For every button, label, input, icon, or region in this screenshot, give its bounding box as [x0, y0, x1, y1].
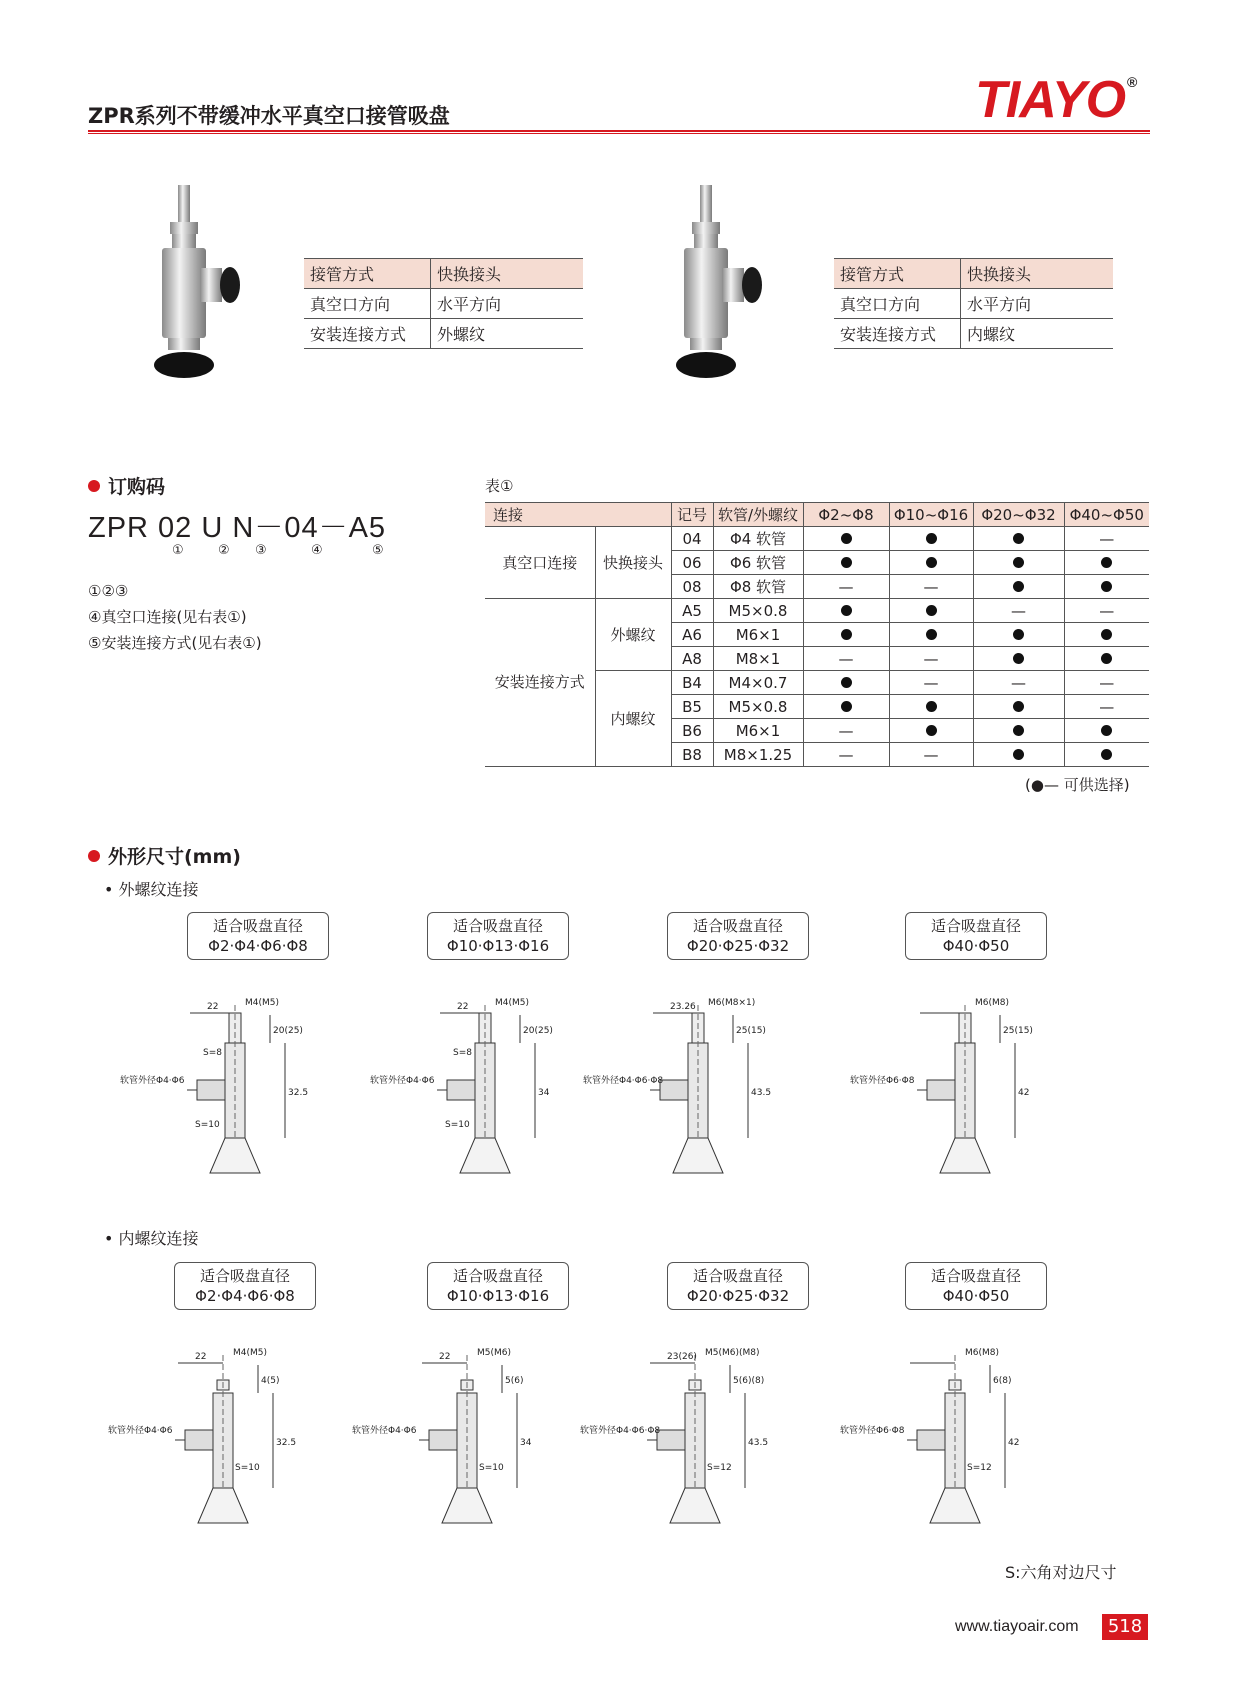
- table-row: 06 Φ6 软管: [485, 551, 1149, 575]
- available-dot-icon: [1013, 557, 1024, 568]
- available-dot-icon: [841, 557, 852, 568]
- dimension-drawing-int-1: [108, 1345, 338, 1535]
- product-image-external-thread: [150, 180, 250, 400]
- order-mark-2: ②: [218, 543, 230, 558]
- availability-cell: —: [1064, 695, 1149, 719]
- available-dot-icon: [926, 629, 937, 640]
- table-row: A6 M6×1: [485, 623, 1149, 647]
- table-row: A8 M8×1 — —: [485, 647, 1149, 671]
- available-dot-icon: [1013, 533, 1024, 544]
- availability-cell: [1064, 743, 1149, 767]
- availability-cell: [889, 695, 973, 719]
- dim-hose-label: 软管外径Φ6·Φ8: [840, 1426, 905, 1436]
- availability-cell: [803, 695, 889, 719]
- available-dot-icon: [926, 701, 937, 712]
- availability-cell: —: [803, 575, 889, 599]
- available-dot-icon: [1013, 581, 1024, 592]
- availability-cell: —: [973, 599, 1064, 623]
- availability-cell: [1064, 575, 1149, 599]
- dim-height2-label: 32.5: [276, 1438, 297, 1448]
- table-row: B8 M8×1.25 — —: [485, 743, 1149, 767]
- available-dot-icon: [841, 533, 852, 544]
- availability-cell: [803, 671, 889, 695]
- table-row: B6 M6×1 —: [485, 719, 1149, 743]
- size-box-ext-1: 适合吸盘直径 Φ2·Φ4·Φ6·Φ8: [187, 912, 329, 960]
- dim-height1-label: 20(25): [523, 1026, 553, 1036]
- available-dot-icon: [1101, 581, 1112, 592]
- table-row: 08 Φ8 软管 — —: [485, 575, 1149, 599]
- available-dot-icon: [1013, 701, 1024, 712]
- dim-hex-label: S=12: [967, 1463, 992, 1473]
- availability-cell: [973, 623, 1064, 647]
- dim-hex2-label: S=10: [195, 1120, 220, 1130]
- dim-hose-label: 软管外径Φ4·Φ6: [370, 1076, 435, 1086]
- dim-thread-label: M6(M8): [975, 998, 1010, 1008]
- dimension-drawing-ext-1: [120, 995, 340, 1185]
- availability-cell: —: [1064, 527, 1149, 551]
- availability-cell: [973, 719, 1064, 743]
- table-legend: (●— 可供选择): [1025, 776, 1130, 794]
- availability-cell: [803, 527, 889, 551]
- available-dot-icon: [1013, 725, 1024, 736]
- size-box-int-2: 适合吸盘直径 Φ10·Φ13·Φ16: [427, 1262, 569, 1310]
- available-dot-icon: [841, 677, 852, 688]
- availability-cell: —: [973, 671, 1064, 695]
- available-dot-icon: [1101, 557, 1112, 568]
- available-dot-icon: [1013, 749, 1024, 760]
- dimensions-heading: 外形尺寸(mm): [88, 842, 241, 869]
- dim-height1-label: 25(15): [1003, 1026, 1033, 1036]
- size-box-int-1: 适合吸盘直径 Φ2·Φ4·Φ6·Φ8: [174, 1262, 316, 1310]
- availability-cell: —: [803, 719, 889, 743]
- availability-cell: [973, 575, 1064, 599]
- order-mark-3: ③: [255, 543, 267, 558]
- dim-width-label: 23(26): [667, 1352, 697, 1362]
- dim-height2-label: 43.5: [751, 1088, 772, 1098]
- available-dot-icon: [926, 533, 937, 544]
- dim-hex-label: S=10: [479, 1463, 504, 1473]
- dim-height1-label: 6(8): [993, 1376, 1012, 1386]
- dim-width-label: 23.26: [670, 1002, 696, 1012]
- dim-width-label: 22: [439, 1352, 451, 1362]
- dim-hose-label: 软管外径Φ4·Φ6: [108, 1426, 173, 1436]
- available-dot-icon: [1101, 653, 1112, 664]
- dim-height1-label: 20(25): [273, 1026, 303, 1036]
- dimension-drawing-ext-3: [583, 995, 833, 1185]
- size-box-int-3: 适合吸盘直径 Φ20·Φ25·Φ32: [667, 1262, 809, 1310]
- dim-height2-label: 42: [1018, 1088, 1030, 1098]
- availability-cell: [973, 647, 1064, 671]
- order-mark-1: ①: [172, 543, 184, 558]
- dim-thread-label: M5(M6)(M8): [705, 1348, 760, 1358]
- table-row: 内螺纹 B4 M4×0.7 — — —: [485, 671, 1149, 695]
- dim-hose-label: 软管外径Φ4·Φ6·Φ8: [580, 1426, 661, 1436]
- table-row: B5 M5×0.8 —: [485, 695, 1149, 719]
- brand-logo: TIAYO ®: [975, 71, 1137, 129]
- availability-cell: [803, 623, 889, 647]
- available-dot-icon: [1101, 749, 1112, 760]
- dim-hose-label: 软管外径Φ4·Φ6·Φ8: [583, 1076, 664, 1086]
- available-dot-icon: [841, 605, 852, 616]
- size-box-int-4: 适合吸盘直径 Φ40·Φ50: [905, 1262, 1047, 1310]
- availability-cell: [889, 551, 973, 575]
- dim-width-label: 22: [207, 1002, 219, 1012]
- availability-cell: —: [889, 647, 973, 671]
- availability-cell: [1064, 551, 1149, 575]
- dimension-drawing-int-2: [352, 1345, 582, 1535]
- available-dot-icon: [926, 605, 937, 616]
- availability-cell: [889, 599, 973, 623]
- availability-cell: [973, 551, 1064, 575]
- availability-cell: [889, 719, 973, 743]
- dim-height1-label: 25(15): [736, 1026, 766, 1036]
- dim-hex-label: S=12: [707, 1463, 732, 1473]
- available-dot-icon: [1101, 629, 1112, 640]
- availability-cell: —: [803, 743, 889, 767]
- availability-cell: [803, 599, 889, 623]
- dim-height2-label: 34: [538, 1088, 550, 1098]
- availability-cell: [889, 623, 973, 647]
- dim-thread-label: M5(M6): [477, 1348, 512, 1358]
- dim-hose-label: 软管外径Φ4·Φ6: [120, 1076, 185, 1086]
- dim-thread-label: M4(M5): [233, 1348, 268, 1358]
- dim-hose-label: 软管外径Φ4·Φ6: [352, 1426, 417, 1436]
- availability-cell: [1064, 647, 1149, 671]
- availability-cell: —: [889, 671, 973, 695]
- dim-height2-label: 43.5: [748, 1438, 769, 1448]
- table-row: 安装连接方式 外螺纹 A5 M5×0.8 — —: [485, 599, 1149, 623]
- dim-thread-label: M6(M8): [965, 1348, 1000, 1358]
- dim-width-label: 22: [457, 1002, 469, 1012]
- availability-cell: [1064, 719, 1149, 743]
- dim-hex1-label: S=8: [453, 1048, 472, 1058]
- dim-height2-label: 42: [1008, 1438, 1020, 1448]
- availability-cell: [973, 695, 1064, 719]
- availability-cell: —: [889, 575, 973, 599]
- hex-note: S:六角对边尺寸: [1005, 1563, 1117, 1582]
- availability-cell: [803, 551, 889, 575]
- dim-width-label: 22: [195, 1352, 207, 1362]
- available-dot-icon: [841, 701, 852, 712]
- availability-cell: —: [803, 647, 889, 671]
- availability-cell: [889, 527, 973, 551]
- selection-table: 连接 记号 软管/外螺纹 Φ2~Φ8 Φ10~Φ16 Φ20~Φ32 Φ40~Φ50 真空口连接 快换接头 04 Φ4 软管 — 06 Φ6 软管 08 Φ8 软管 — — 安装连接方式 外螺纹 A5 M5×0.8 — — A6 M6×1 A8 M8×1 — — 内螺纹 B4 M4×0.7 — — — B5 M5×0.8 — B6 M6×1 — B8 M8×1.25 — —: [485, 502, 1149, 767]
- order-code: ZPR 02 U N－04－A5: [88, 512, 387, 544]
- dimension-drawing-ext-4: [850, 995, 1100, 1185]
- availability-cell: [1064, 623, 1149, 647]
- available-dot-icon: [1013, 629, 1024, 640]
- dim-height1-label: 4(5): [261, 1376, 280, 1386]
- product-image-internal-thread: [672, 180, 772, 400]
- table-row: 真空口连接 快换接头 04 Φ4 软管 —: [485, 527, 1149, 551]
- header-divider: [88, 130, 1150, 132]
- dim-hex2-label: S=10: [445, 1120, 470, 1130]
- header-divider-thin: [88, 133, 1150, 134]
- dim-thread-label: M4(M5): [495, 998, 530, 1008]
- available-dot-icon: [841, 629, 852, 640]
- order-notes: ①②③ ④真空口连接(见右表①) ⑤安装连接方式(见右表①): [88, 582, 262, 652]
- internal-thread-label: • 内螺纹连接: [104, 1229, 199, 1248]
- table-caption: 表①: [485, 477, 514, 495]
- spec-table-right: 接管方式 快换接头 真空口方向 水平方向 安装连接方式 内螺纹: [834, 258, 1113, 349]
- availability-cell: [973, 527, 1064, 551]
- dim-hex1-label: S=8: [203, 1048, 222, 1058]
- size-box-ext-2: 适合吸盘直径 Φ10·Φ13·Φ16: [427, 912, 569, 960]
- availability-cell: —: [1064, 599, 1149, 623]
- dim-height2-label: 34: [520, 1438, 532, 1448]
- available-dot-icon: [1101, 725, 1112, 736]
- dimension-drawing-ext-2: [370, 995, 590, 1185]
- bullet-dot-icon: [88, 480, 100, 492]
- dim-thread-label: M4(M5): [245, 998, 280, 1008]
- available-dot-icon: [926, 725, 937, 736]
- size-box-ext-3: 适合吸盘直径 Φ20·Φ25·Φ32: [667, 912, 809, 960]
- dimension-drawing-int-3: [580, 1345, 830, 1535]
- order-mark-5: ⑤: [372, 543, 384, 558]
- footer-website[interactable]: www.tiayoair.com: [955, 1618, 1079, 1635]
- order-mark-4: ④: [311, 543, 323, 558]
- external-thread-label: • 外螺纹连接: [104, 880, 199, 899]
- available-dot-icon: [926, 557, 937, 568]
- availability-cell: —: [889, 743, 973, 767]
- page-title: ZPR系列不带缓冲水平真空口接管吸盘: [88, 104, 450, 128]
- page-number: 518: [1102, 1614, 1148, 1640]
- dim-hose-label: 软管外径Φ6·Φ8: [850, 1076, 915, 1086]
- bullet-dot-icon: [88, 850, 100, 862]
- dim-thread-label: M6(M8×1): [708, 998, 756, 1008]
- dimension-drawing-int-4: [840, 1345, 1090, 1535]
- available-dot-icon: [1013, 653, 1024, 664]
- dim-height1-label: 5(6)(8): [733, 1376, 765, 1386]
- availability-cell: [973, 743, 1064, 767]
- size-box-ext-4: 适合吸盘直径 Φ40·Φ50: [905, 912, 1047, 960]
- order-code-heading: 订购码: [88, 472, 165, 499]
- availability-cell: —: [1064, 671, 1149, 695]
- spec-table-left: 接管方式 快换接头 真空口方向 水平方向 安装连接方式 外螺纹: [304, 258, 583, 349]
- dim-height1-label: 5(6): [505, 1376, 524, 1386]
- dim-hex-label: S=10: [235, 1463, 260, 1473]
- dim-height2-label: 32.5: [288, 1088, 309, 1098]
